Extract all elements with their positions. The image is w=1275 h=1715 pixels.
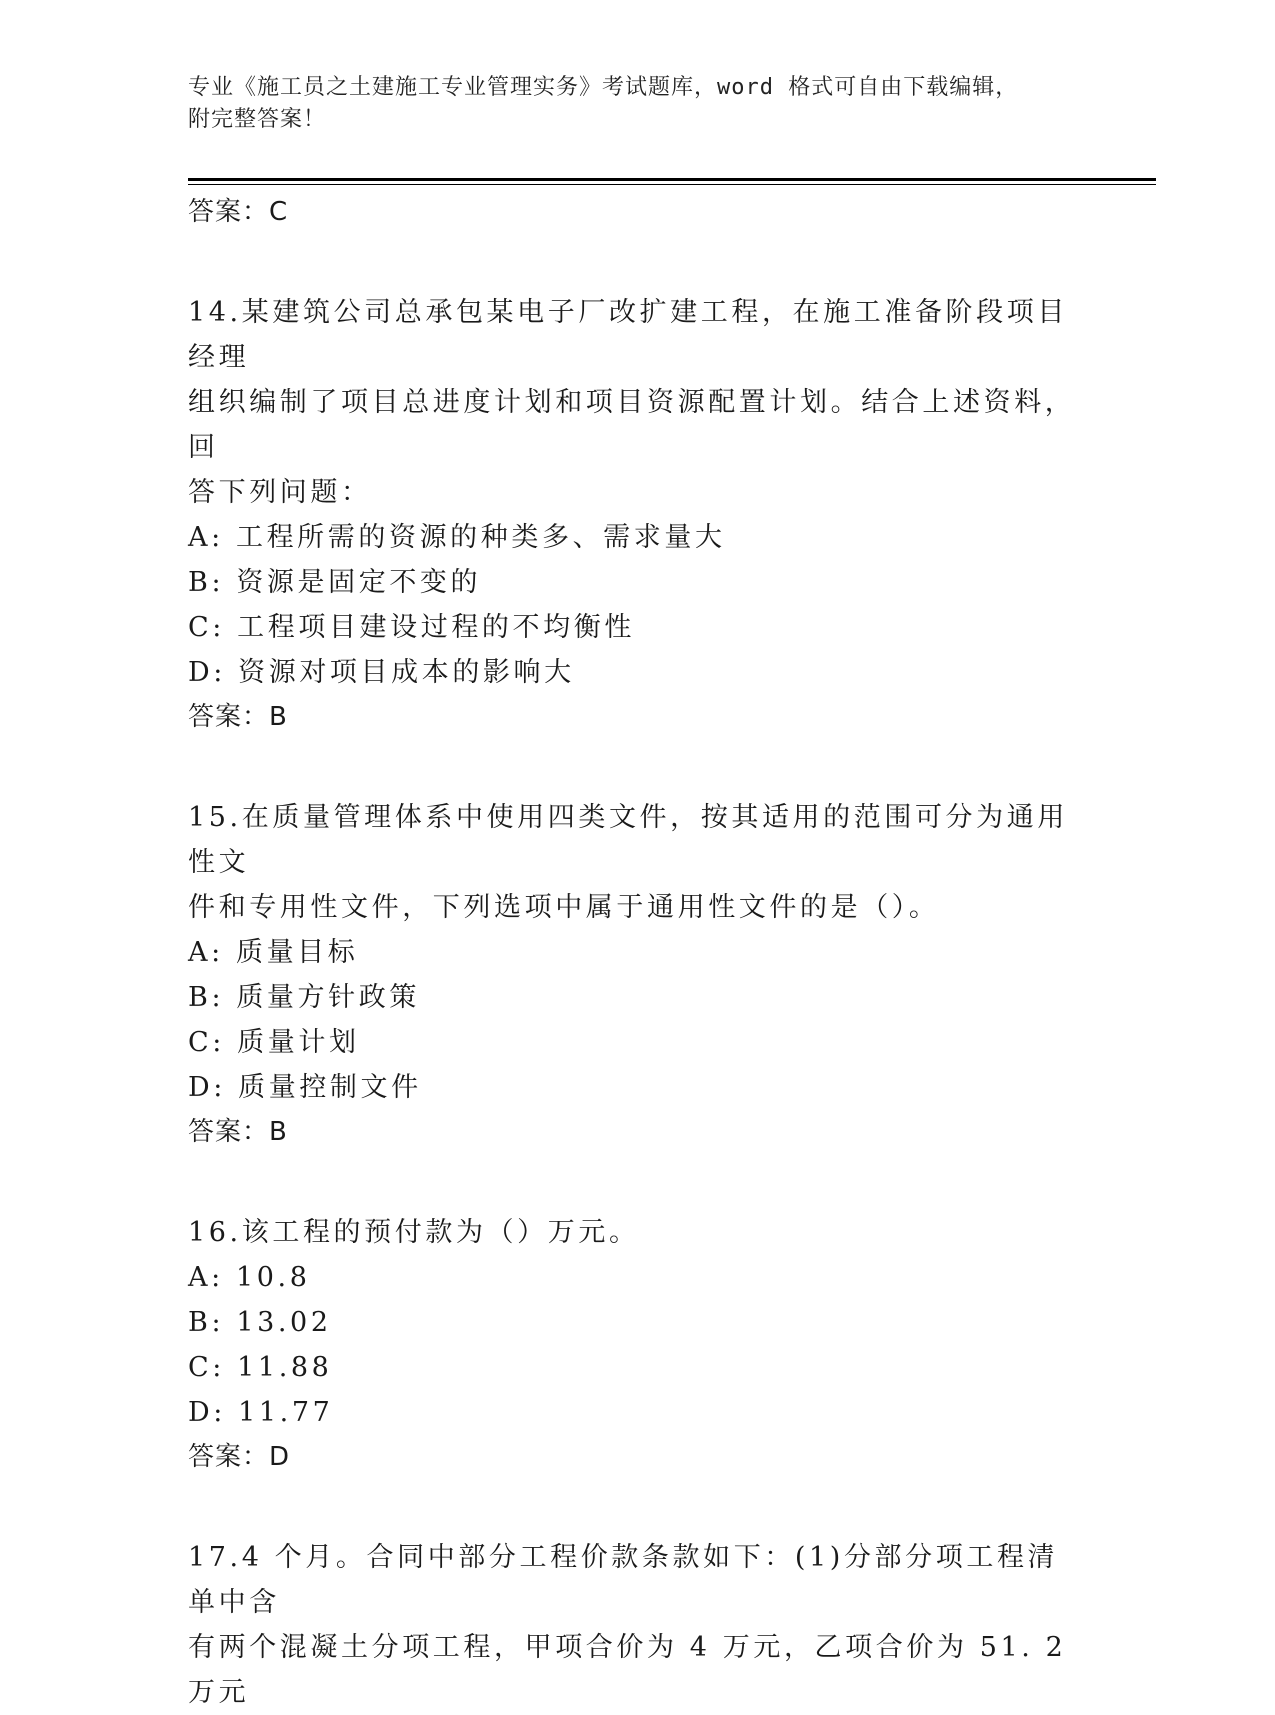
question-text-line: 答下列问题： — [188, 477, 372, 508]
option-a: A: 质量目标 — [188, 937, 359, 968]
option-c: C: 质量计划 — [188, 1027, 360, 1058]
question-15 — [188, 795, 1088, 1154]
option-a: A: 10.8 — [188, 1262, 311, 1293]
answer-line: 答案：B — [188, 702, 288, 732]
header-rule-thick — [188, 178, 1156, 181]
question-17 — [188, 1535, 1088, 1715]
question-text-line: 17.4 个月。合同中部分工程价款条款如下：(1)分部分项工程清单中含 — [188, 1542, 1059, 1618]
option-d: D: 质量控制文件 — [188, 1072, 422, 1103]
option-c: C: 工程项目建设过程的不均衡性 — [188, 612, 635, 643]
option-b: B: 质量方针政策 — [188, 982, 420, 1013]
option-d: D: 11.77 — [188, 1397, 334, 1428]
header-rule-thin — [188, 184, 1156, 185]
option-d: D: 资源对项目成本的影响大 — [188, 657, 575, 688]
page-header — [188, 72, 1088, 136]
answer-line: 答案：D — [188, 1442, 291, 1472]
option-b: B: 资源是固定不变的 — [188, 567, 482, 598]
document-body — [188, 190, 1088, 1715]
question-text-line: 件和专用性文件，下列选项中属于通用性文件的是（）。 — [188, 892, 940, 923]
option-a: A: 工程所需的资源的种类多、需求量大 — [188, 522, 726, 553]
question-text-line: 组织编制了项目总进度计划和项目资源配置计划。结合上述资料，回 — [188, 387, 1076, 463]
question-16 — [188, 1210, 1088, 1479]
question-text-line: 15.在质量管理体系中使用四类文件，按其适用的范围可分为通用性文 — [188, 802, 1068, 878]
question-text-line: 16.该工程的预付款为（）万元。 — [188, 1217, 640, 1248]
question-14 — [188, 290, 1088, 739]
answer-line: 答案：B — [188, 1117, 288, 1147]
question-text-line: 有两个混凝土分项工程，甲项合价为 4 万元，乙项合价为 51. 2 万元 — [188, 1632, 1067, 1708]
answer-line: 答案：C — [188, 197, 289, 227]
header-line-2: 附完整答案！ — [188, 107, 327, 132]
header-line-1: 专业《施工员之土建施工专业管理实务》考试题库，word 格式可自由下载编辑， — [188, 75, 1019, 100]
option-c: C: 11.88 — [188, 1352, 333, 1383]
option-b: B: 13.02 — [188, 1307, 332, 1338]
question-text-line: 14.某建筑公司总承包某电子厂改扩建工程，在施工准备阶段项目经理 — [188, 297, 1068, 373]
